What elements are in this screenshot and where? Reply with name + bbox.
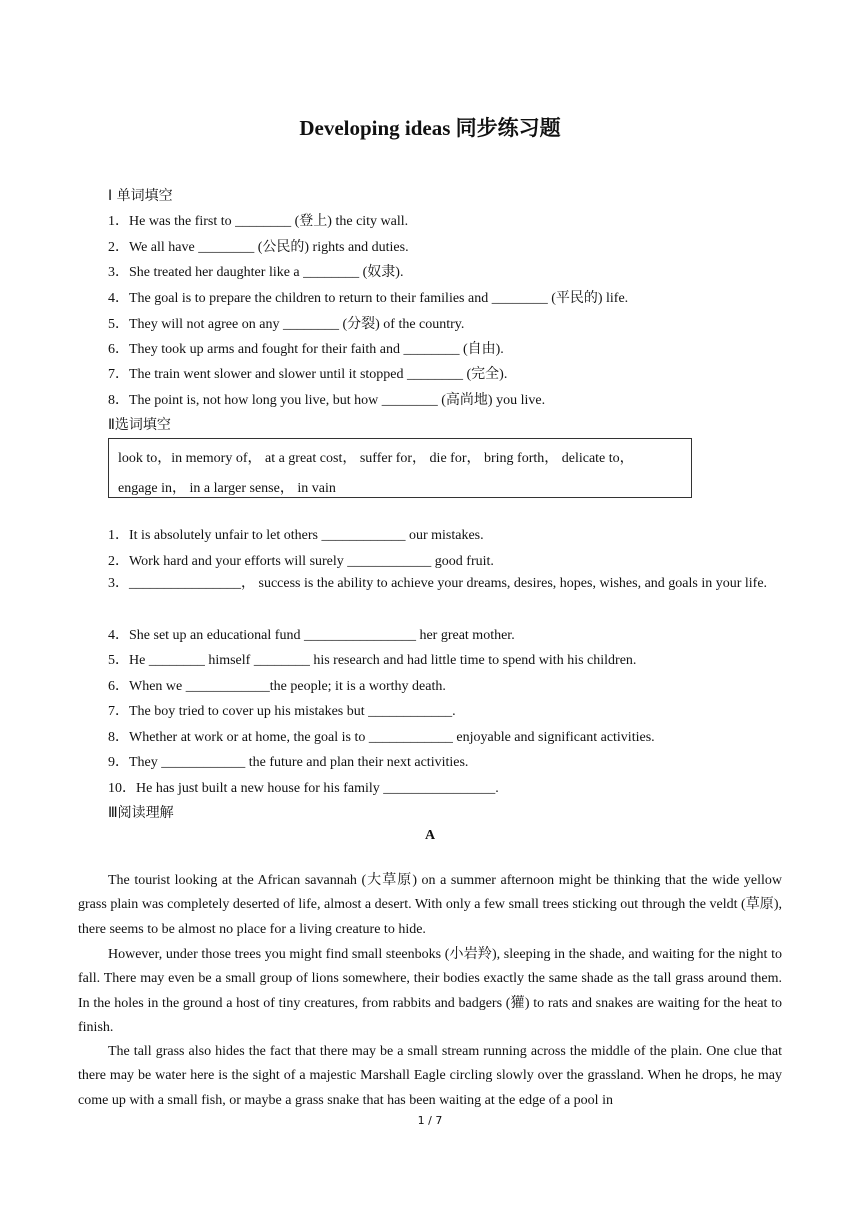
page-title: Developing ideas 同步练习题 (299, 116, 561, 140)
question-line: 4．The goal is to prepare the children to return to their families and ________ (平民的) life. (108, 291, 629, 306)
question-line: 8．The point is, not how long you live, but how ________ (高尚地) you live. (108, 393, 546, 408)
section-1-heading: I 单词填空 (108, 188, 173, 204)
question-line: 6．When we ____________the people; it is a worthy death. (108, 679, 446, 694)
passage-paragraph: However, under those trees you might find small steenboks (小岩羚), sleeping in the shade, and waiting for the night to fall. There may even be a small group of lions somewhere, their bodies exactly the same shade as the tall grass around them. In the holes in the ground a host of tiny creatures, from rabbits and badgers (獾) to rats and snakes are waiting for the heat to finish. (78, 947, 782, 1036)
question-line: 3．________________， success is the ability to achieve your dreams, desires, hopes, wishes, and goals in your life. (108, 576, 768, 591)
question-line: 1．It is absolutely unfair to let others ____________ our mistakes. (108, 528, 484, 543)
question-line: 9．They ____________ the future and plan their next activities. (108, 755, 469, 770)
passage-paragraph: The tall grass also hides the fact that there may be a small stream running across the middle of the plain. One clue that there may be water here is the sight of a majestic Marshall Eagle circling slowly over the grassland. When he drops, he may come up with a small fish, or maybe a grass snake that has been waiting at the edge of a pool in (78, 1044, 782, 1108)
question-line: 5．They will not agree on any ________ (分裂) of the country. (108, 317, 465, 332)
question-line: 2．Work hard and your efforts will surely ____________ good fruit. (108, 554, 494, 569)
word-bank-box (108, 438, 692, 498)
question-line: 7．The boy tried to cover up his mistakes but ____________. (108, 704, 456, 719)
passage-label: A (424, 828, 436, 843)
question-line: 6．They took up arms and fought for their faith and ________ (自由). (108, 342, 504, 357)
word-bank-row: look to，in memory of， at a great cost， suffer for， die for， bring forth， delicate to， (118, 451, 634, 466)
question-line: 7．The train went slower and slower until it stopped ________ (完全). (108, 367, 508, 382)
question-line: 2．We all have ________ (公民的) rights and duties. (108, 240, 409, 255)
page-number: 1 / 7 (417, 1114, 443, 1127)
question-line: 10．He has just built a new house for his family ________________. (108, 781, 499, 796)
question-line: 1．He was the first to ________ (登上) the city wall. (108, 214, 409, 229)
question-line: 8．Whether at work or at home, the goal is to ____________ enjoyable and significant activities. (108, 730, 655, 745)
word-bank-row: engage in， in a larger sense， in vain (118, 481, 336, 496)
question-line: 3．She treated her daughter like a ________ (奴隶). (108, 265, 404, 280)
passage-paragraph: The tourist looking at the African savannah (大草原) on a summer afternoon might be thinking that the wide yellow grass plain was completely deserted of life, almost a desert. With only a few small trees sticking out through the veldt (草原), there seems to be almost no place for a living creature to hide. (78, 873, 782, 937)
question-line: 5．He ________ himself ________ his research and had little time to spend with his children. (108, 653, 637, 668)
section-2-heading: Ⅱ选词填空 (108, 417, 171, 433)
section-3-heading: Ⅲ阅读理解 (108, 805, 174, 821)
question-line: 4．She set up an educational fund ________________ her great mother. (108, 628, 515, 643)
